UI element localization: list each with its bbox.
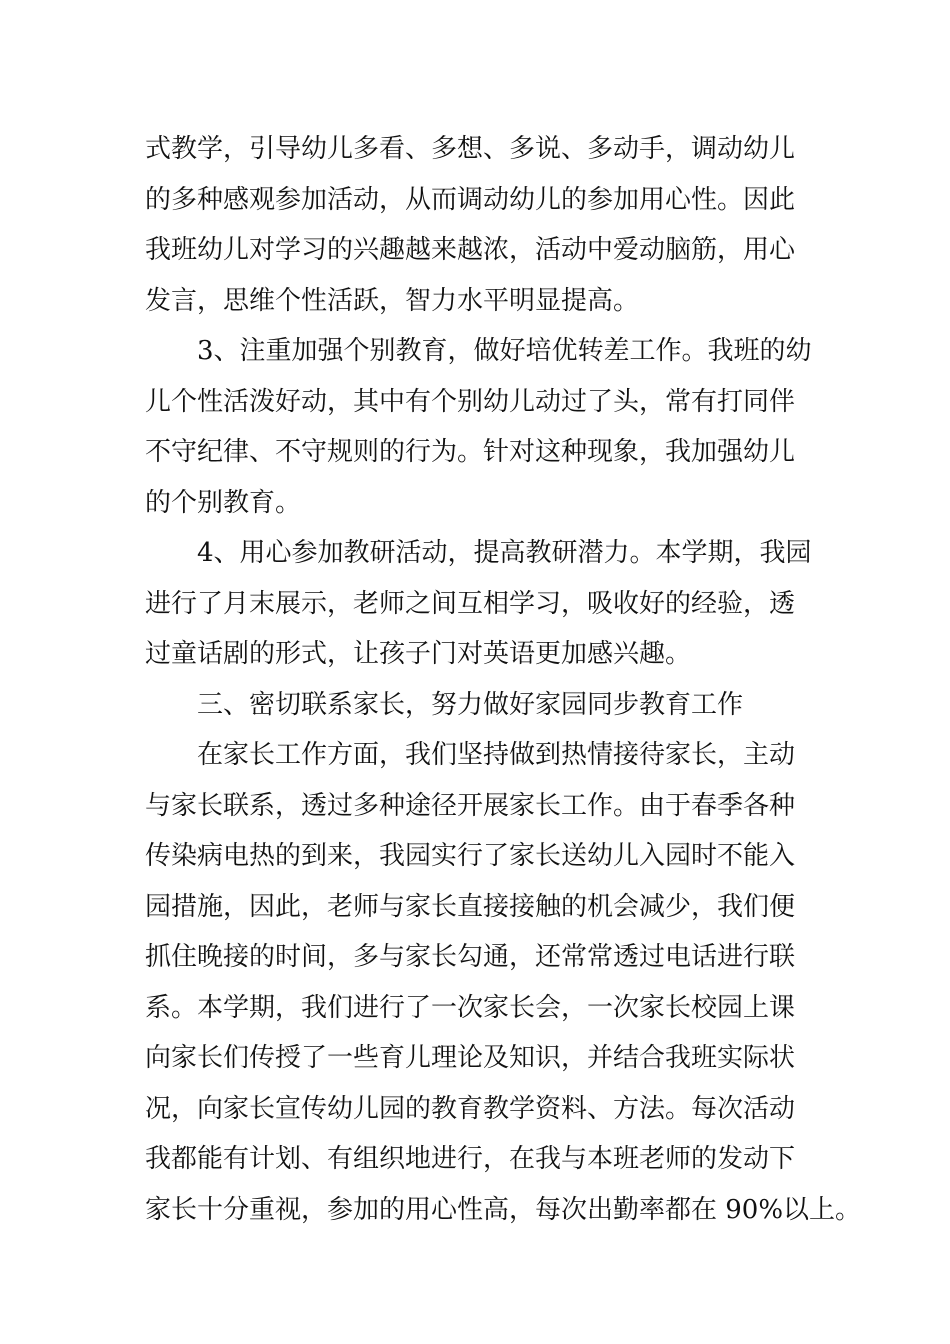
text-line: 儿个性活泼好动，其中有个别幼儿动过了头，常有打同伴 — [145, 386, 796, 417]
text-line: 我班幼儿对学习的兴趣越来越浓，活动中爱动脑筋，用心 — [145, 235, 796, 265]
text-line: 与家长联系，透过多种途径开展家长工作。由于春季各种 — [145, 790, 796, 821]
text-line: 的多种感观参加活动，从而调动幼儿的参加用心性。因此 — [145, 184, 796, 215]
text-line: 传染病电热的到来，我园实行了家长送幼儿入园时不能入 — [145, 841, 796, 871]
text-line: 向家长们传授了一些育儿理论及知识，并结合我班实际状 — [145, 1043, 796, 1073]
paragraph-start-line: 4、用心参加教研活动，提高教研潜力。本学期，我园 — [197, 538, 812, 568]
text-line: 过童话剧的形式，让孩子门对英语更加感兴趣。 — [145, 639, 692, 669]
text-line: 式教学，引导幼儿多看、多想、多说、多动手，调动幼儿 — [145, 134, 796, 164]
text-line: 系。本学期，我们进行了一次家长会，一次家长校园上课 — [145, 992, 796, 1023]
paragraph-start-line: 3、注重加强个别教育，做好培优转差工作。我班的幼 — [197, 336, 812, 366]
text-line: 发言，思维个性活跃，智力水平明显提高。 — [145, 285, 640, 316]
paragraph-start-line: 在家长工作方面，我们坚持做到热情接待家长，主动 — [197, 740, 796, 770]
document-body — [145, 124, 862, 1235]
text-line: 我都能有计划、有组织地进行，在我与本班老师的发动下 — [145, 1144, 796, 1174]
text-line: 不守纪律、不守规则的行为。针对这种现象，我加强幼儿 — [145, 437, 796, 467]
text-line: 园措施，因此，老师与家长直接接触的机会减少，我们便 — [145, 891, 796, 922]
text-line: 进行了月末展示，老师之间互相学习，吸收好的经验，透 — [145, 588, 796, 619]
text-line: 抓住晚接的时间，多与家长勾通，还常常透过电话进行联 — [145, 942, 796, 972]
section-heading: 三、密切联系家长，努力做好家园同步教育工作 — [197, 689, 744, 720]
text-line: 家长十分重视，参加的用心性高，每次出勤率都在 90%以上。 — [145, 1194, 862, 1225]
text-line: 况，向家长宣传幼儿园的教育教学资料、方法。每次活动 — [145, 1093, 796, 1124]
text-line: 的个别教育。 — [145, 487, 302, 518]
